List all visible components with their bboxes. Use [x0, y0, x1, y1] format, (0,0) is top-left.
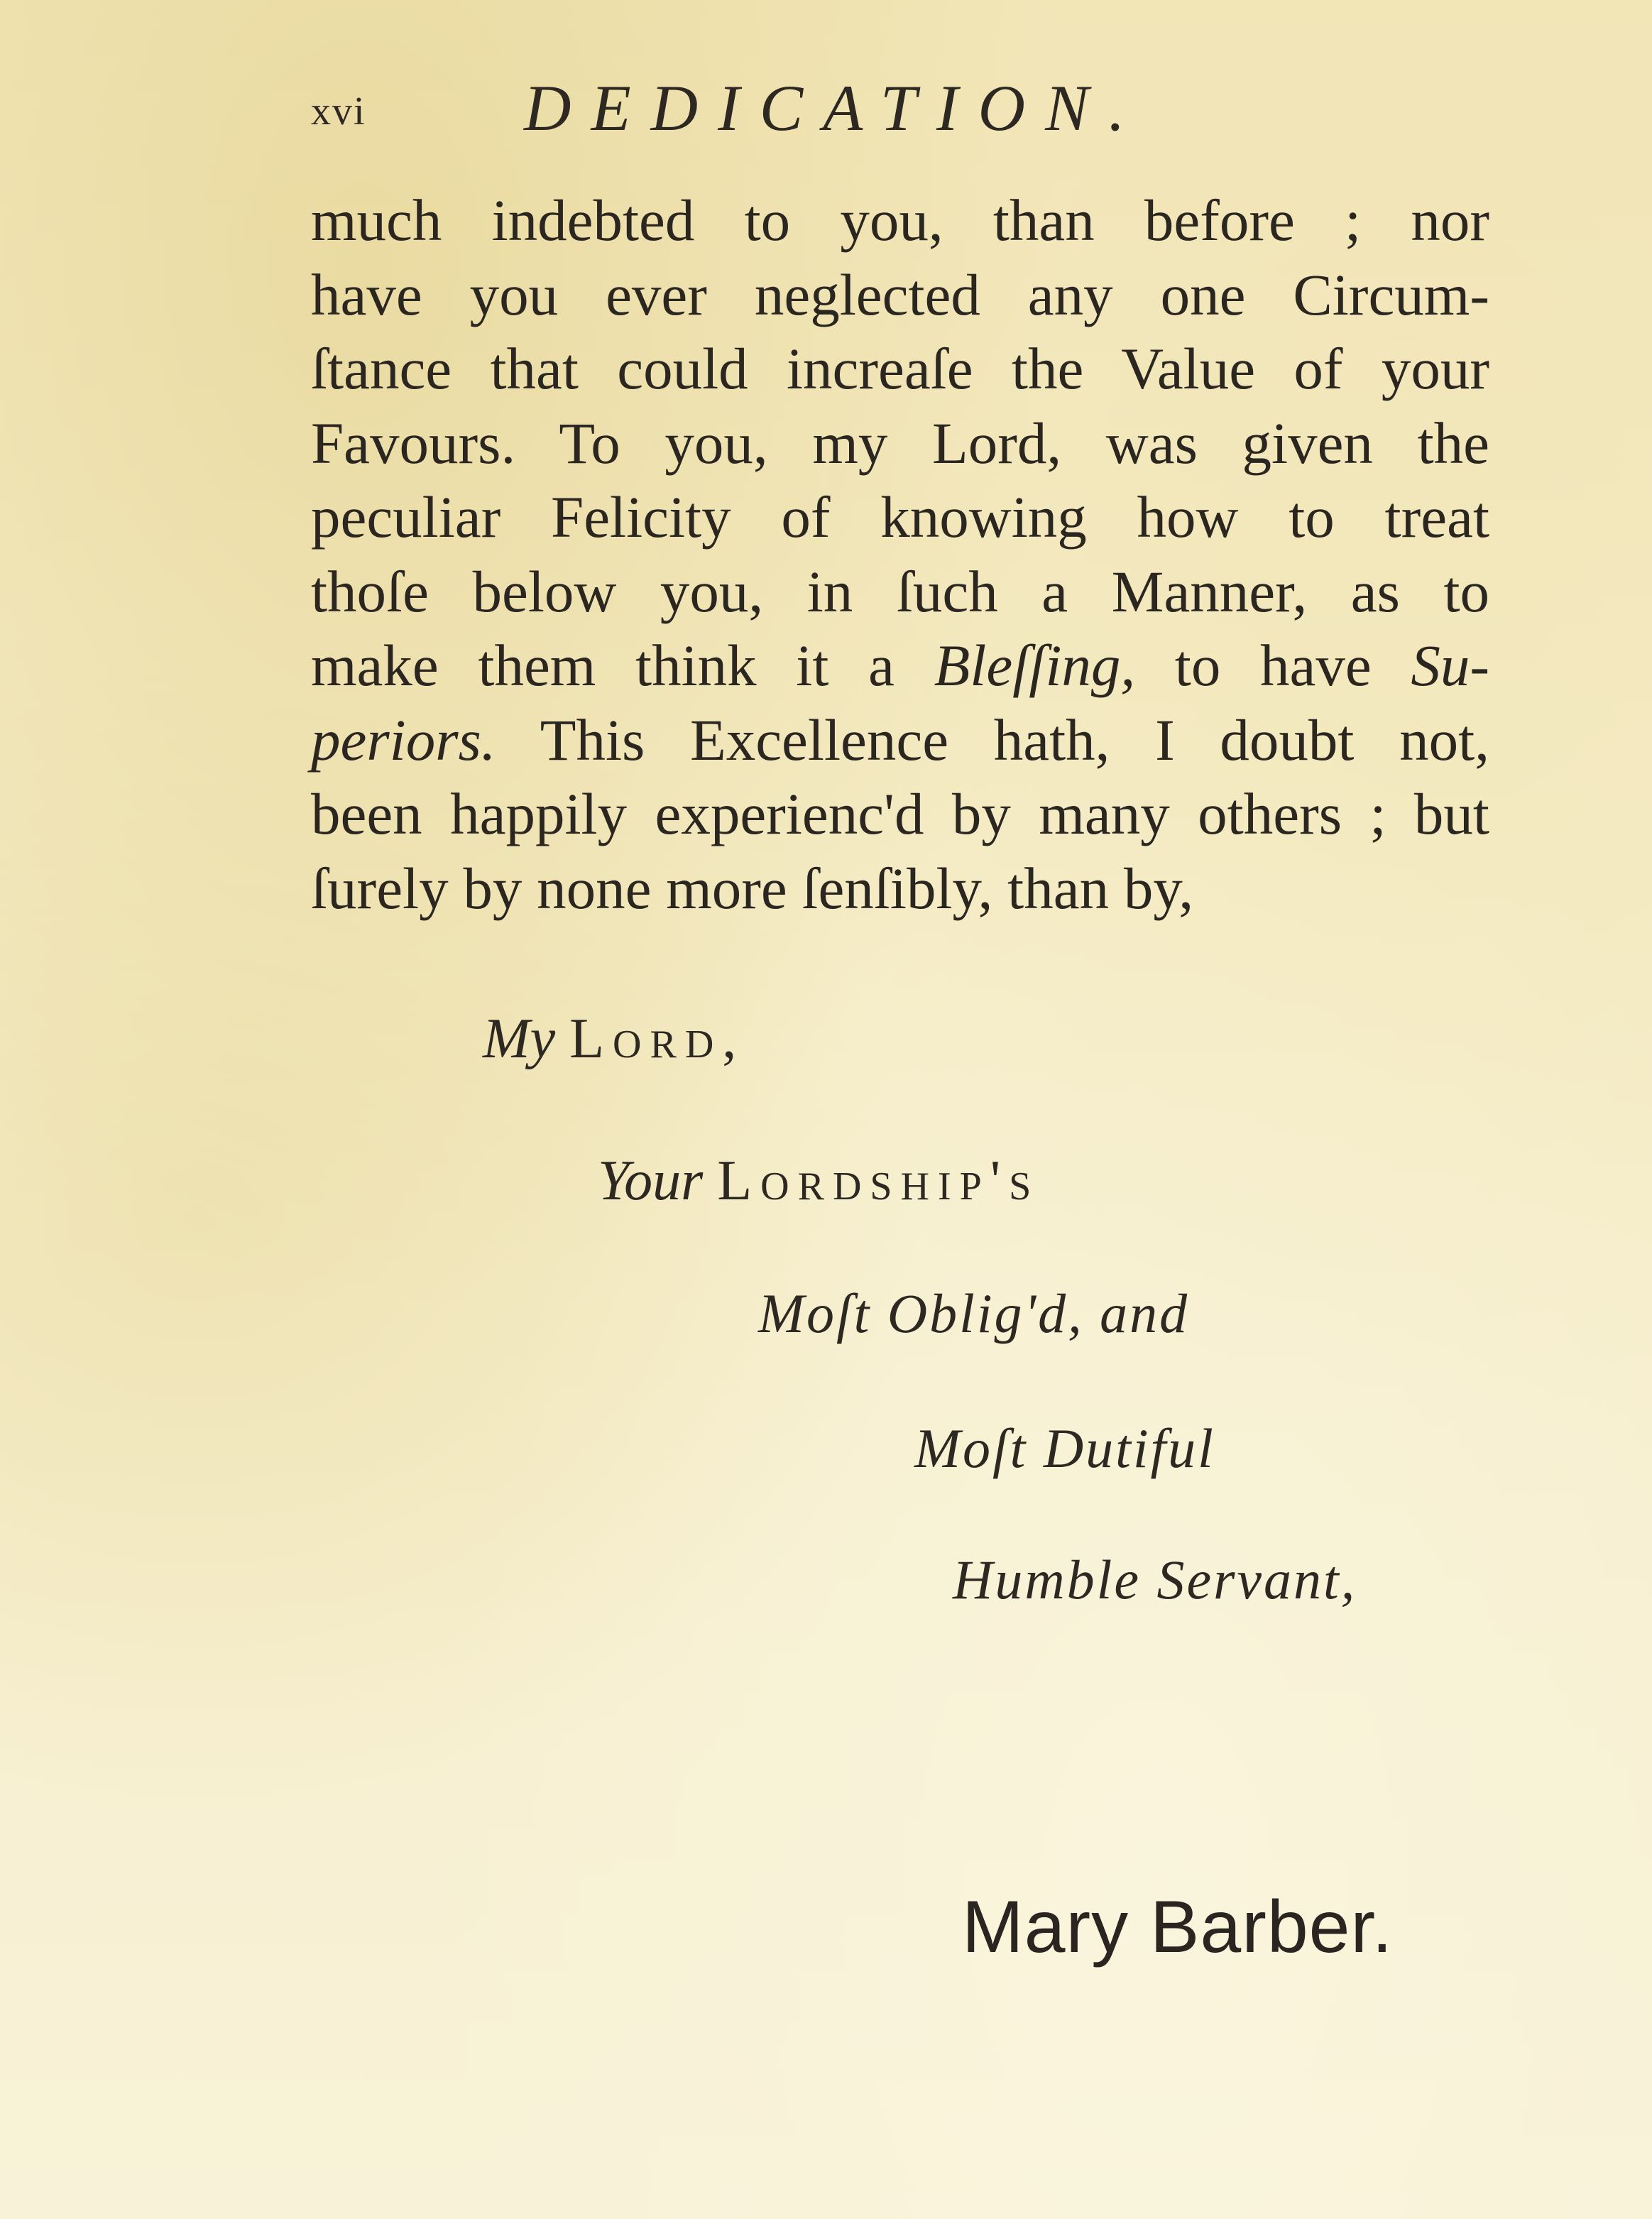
dedication-body [311, 183, 1489, 925]
closing-lordships: Lordship's [717, 1150, 1040, 1212]
text-fragment: make them think it a [311, 633, 934, 698]
closing-your: Your [598, 1150, 704, 1212]
page-number: xvi [311, 89, 366, 133]
text-fragment: This Excellence hath, I doubt not, [496, 707, 1489, 773]
text-line: peculiar Felicity of knowing how to treat [311, 484, 1489, 550]
closing-your-lordships [598, 1149, 1039, 1214]
closing-humble-servant: Humble Servant, [953, 1549, 1357, 1610]
salutation [483, 1007, 745, 1072]
italic-word-superiors-start: Su- [1411, 633, 1489, 698]
salutation-my: My [483, 1008, 556, 1070]
running-title: DEDICATION. [524, 72, 1145, 144]
text-line [311, 628, 1489, 703]
signature: Mary Barber. [962, 1886, 1394, 1968]
text-line: been happily experienc'd by many others ; but [311, 781, 1489, 846]
text-line: ſurely by none more ſenſibly, than by, [311, 855, 1194, 921]
italic-word-superiors-end: periors. [311, 707, 496, 773]
text-line: thoſe below you, in ſuch a Manner, as to [311, 558, 1489, 624]
text-line: Favours. To you, my Lord, was given the [311, 410, 1489, 476]
text-line [311, 703, 1489, 778]
page-header [311, 67, 1262, 146]
text-fragment: to have [1135, 633, 1411, 698]
text-line: have you ever neglected any one Circum- [311, 261, 1489, 327]
closing-most-obliged: Moſt Oblig'd, and [758, 1282, 1190, 1344]
closing-most-dutiful: Moſt Dutiful [914, 1417, 1215, 1479]
text-line: ſtance that could increaſe the Value of your [311, 336, 1489, 401]
salutation-lord: Lord, [569, 1008, 745, 1070]
text-line: much indebted to you, than before ; nor [311, 187, 1489, 253]
italic-word-blessing: Bleſſing, [934, 633, 1136, 698]
